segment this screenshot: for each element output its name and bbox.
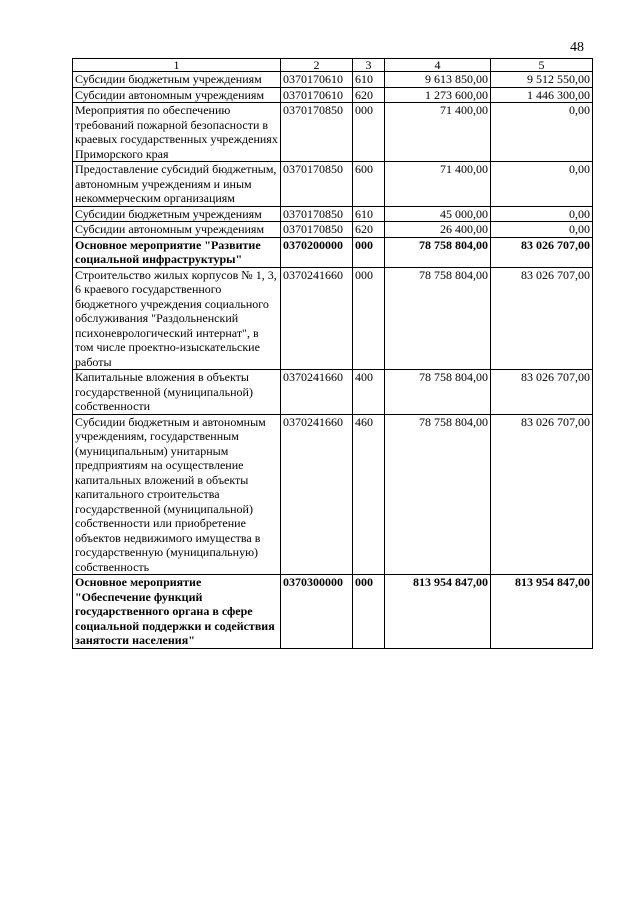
row-type-cell: 620 [353, 87, 385, 103]
table-row [73, 414, 593, 575]
header-cell-2: 2 [281, 59, 353, 72]
row-type-cell: 000 [353, 237, 385, 267]
row-name-cell: Предоставление субсидий бюджетным, автономным учреждениям и иным некоммерческим организациям [73, 162, 281, 207]
table-row [73, 575, 593, 649]
table-row [73, 222, 593, 238]
table-row [73, 267, 593, 370]
table-row [73, 162, 593, 207]
row-name-cell: Основное мероприятие "Развитие социальной инфраструктуры" [73, 237, 281, 267]
header-cell-3: 3 [353, 59, 385, 72]
header-cell-1: 1 [73, 59, 281, 72]
row-name-cell: Строительство жилых корпусов № 1, 3, 6 краевого государственного бюджетного учреждения социального обслуживания "Раздольненский психоневрологический интернат", в том числе проектно-изыскательские работы [73, 267, 281, 370]
row-sum-1-cell: 71 400,00 [385, 162, 491, 207]
row-type-cell: 000 [353, 575, 385, 649]
row-type-cell: 600 [353, 162, 385, 207]
row-name-cell: Субсидии бюджетным и автономным учреждениям, государственным (муниципальным) унитарным предприятиям на осуществление капитальных вложений в объекты капитального строительства государственной (муниципальной) собственности или приобретение объектов недвижимого имущества в государственную (муниципальную) собственность [73, 414, 281, 575]
row-type-cell: 400 [353, 370, 385, 415]
row-name-cell: Субсидии бюджетным учреждениям [73, 72, 281, 88]
row-sum-2-cell: 0,00 [491, 103, 593, 162]
table-row [73, 72, 593, 88]
row-sum-2-cell: 9 512 550,00 [491, 72, 593, 88]
row-name-cell: Основное мероприятие "Обеспечение функций государственного органа в сфере социальной поддержки и содействия занятости населения" [73, 575, 281, 649]
row-sum-2-cell: 83 026 707,00 [491, 267, 593, 370]
table-row [73, 87, 593, 103]
row-sum-2-cell: 0,00 [491, 162, 593, 207]
row-sum-1-cell: 78 758 804,00 [385, 414, 491, 575]
budget-table [72, 58, 593, 649]
row-sum-2-cell: 813 954 847,00 [491, 575, 593, 649]
row-type-cell: 000 [353, 267, 385, 370]
table-row [73, 206, 593, 222]
row-type-cell: 610 [353, 206, 385, 222]
row-name-cell: Мероприятия по обеспечению требований пожарной безопасности в краевых государственных учреждениях Приморского края [73, 103, 281, 162]
row-sum-1-cell: 813 954 847,00 [385, 575, 491, 649]
row-code-cell: 0370300000 [281, 575, 353, 649]
table-header-row [73, 59, 593, 72]
row-sum-1-cell: 26 400,00 [385, 222, 491, 238]
row-sum-2-cell: 0,00 [491, 222, 593, 238]
row-type-cell: 620 [353, 222, 385, 238]
row-name-cell: Капитальные вложения в объекты государственной (муниципальной) собственности [73, 370, 281, 415]
row-code-cell: 0370170850 [281, 103, 353, 162]
table-row [73, 237, 593, 267]
row-sum-1-cell: 9 613 850,00 [385, 72, 491, 88]
row-type-cell: 000 [353, 103, 385, 162]
row-name-cell: Субсидии бюджетным учреждениям [73, 206, 281, 222]
table-row [73, 103, 593, 162]
row-code-cell: 0370170850 [281, 206, 353, 222]
row-sum-2-cell: 83 026 707,00 [491, 370, 593, 415]
row-sum-1-cell: 71 400,00 [385, 103, 491, 162]
row-name-cell: Субсидии автономным учреждениям [73, 222, 281, 238]
table-row [73, 370, 593, 415]
row-sum-1-cell: 78 758 804,00 [385, 237, 491, 267]
row-code-cell: 0370170610 [281, 72, 353, 88]
row-sum-2-cell: 83 026 707,00 [491, 237, 593, 267]
row-code-cell: 0370170850 [281, 222, 353, 238]
row-name-cell: Субсидии автономным учреждениям [73, 87, 281, 103]
row-sum-1-cell: 45 000,00 [385, 206, 491, 222]
row-code-cell: 0370241660 [281, 414, 353, 575]
row-code-cell: 0370241660 [281, 267, 353, 370]
row-sum-1-cell: 1 273 600,00 [385, 87, 491, 103]
row-sum-2-cell: 83 026 707,00 [491, 414, 593, 575]
row-code-cell: 0370170610 [281, 87, 353, 103]
row-type-cell: 610 [353, 72, 385, 88]
row-sum-1-cell: 78 758 804,00 [385, 370, 491, 415]
row-type-cell: 460 [353, 414, 385, 575]
row-code-cell: 0370170850 [281, 162, 353, 207]
row-sum-2-cell: 1 446 300,00 [491, 87, 593, 103]
header-cell-5: 5 [491, 59, 593, 72]
row-sum-2-cell: 0,00 [491, 206, 593, 222]
page-number: 48 [570, 40, 584, 55]
row-sum-1-cell: 78 758 804,00 [385, 267, 491, 370]
row-code-cell: 0370241660 [281, 370, 353, 415]
row-code-cell: 0370200000 [281, 237, 353, 267]
header-cell-4: 4 [385, 59, 491, 72]
